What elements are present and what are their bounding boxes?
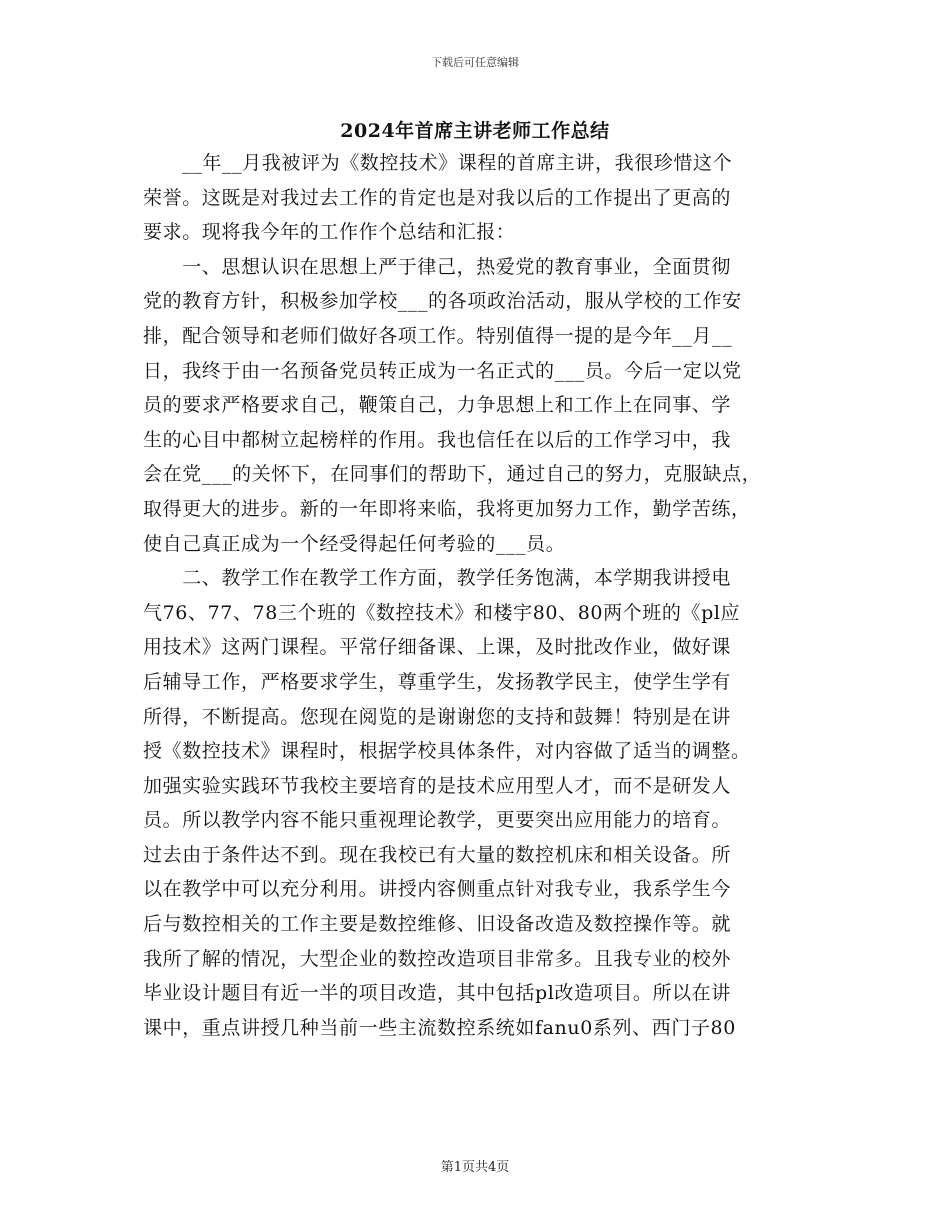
page-header-note: 下载后可任意编辑 xyxy=(431,56,519,69)
body-line: 课中，重点讲授几种当前一些主流数控系统如fanu0系列、西门子80 xyxy=(143,1016,736,1039)
body-line: 后与数控相关的工作主要是数控维修、旧设备改造及数控操作等。就 xyxy=(143,913,732,936)
body-line: 毕业设计题目有近一半的项目改造，其中包括pl改造项目。所以在讲 xyxy=(143,982,731,1005)
body-line: 排，配合领导和老师们做好各项工作。特别值得一提的是今年__月__ xyxy=(143,324,733,347)
body-line: 会在党___的关怀下，在同事们的帮助下，通过自己的努力，克服缺点， xyxy=(143,463,762,486)
body-line: 要求。现将我今年的工作作个总结和汇报： xyxy=(143,221,516,244)
body-line: 过去由于条件达不到。现在我校已有大量的数控机床和相关设备。所 xyxy=(143,843,732,866)
body-line: 一、思想认识在思想上严于律己，热爱党的教育事业，全面贯彻 xyxy=(143,255,732,278)
body-line: 加强实验实践环节我校主要培育的是技术应用型人才，而不是研发人 xyxy=(143,774,732,797)
document-title: 2024年首席主讲老师工作总结 xyxy=(340,120,610,142)
body-line: 荣誉。这既是对我过去工作的肯定也是对我以后的工作提出了更高的 xyxy=(143,186,732,209)
body-line: 所得，不断提高。您现在阅览的是谢谢您的支持和鼓舞！特别是在讲 xyxy=(143,705,732,728)
body-line: 气76、77、78三个班的《数控技术》和楼宇80、80两个班的《pl应 xyxy=(143,601,741,624)
body-line: 我所了解的情况，大型企业的数控改造项目非常多。且我专业的校外 xyxy=(143,947,732,970)
body-line: __年__月我被评为《数控技术》课程的首席主讲，我很珍惜这个 xyxy=(143,152,733,174)
page-number-footer: 第1页共4页 xyxy=(440,1160,510,1175)
body-line: 员的要求严格要求自己，鞭策自己，力争思想上和工作上在同事、学 xyxy=(143,394,732,417)
body-line: 员。所以教学内容不能只重视理论教学，更要突出应用能力的培育。 xyxy=(143,809,732,832)
body-line: 授《数控技术》课程时，根据学校具体条件，对内容做了适当的调整。 xyxy=(143,740,751,763)
document-body xyxy=(143,146,815,1045)
body-line: 使自己真正成为一个经受得起任何考验的___员。 xyxy=(143,532,566,555)
body-line: 二、教学工作在教学工作方面，教学任务饱满，本学期我讲授电 xyxy=(143,567,732,590)
body-line: 取得更大的进步。新的一年即将来临，我将更加努力工作，勤学苦练， xyxy=(143,497,751,520)
body-line: 生的心目中都树立起榜样的作用。我也信任在以后的工作学习中，我 xyxy=(143,428,732,451)
body-line: 党的教育方针，积极参加学校___的各项政治活动，服从学校的工作安 xyxy=(143,290,742,313)
body-line: 用技术》这两门课程。平常仔细备课、上课，及时批改作业，做好课 xyxy=(143,636,732,659)
body-line: 以在教学中可以充分利用。讲授内容侧重点针对我专业，我系学生今 xyxy=(143,878,732,901)
body-line: 后辅导工作，严格要求学生，尊重学生，发扬教学民主，使学生学有 xyxy=(143,670,732,693)
body-line: 日，我终于由一名预备党员转正成为一名正式的___员。今后一定以党 xyxy=(143,359,742,382)
